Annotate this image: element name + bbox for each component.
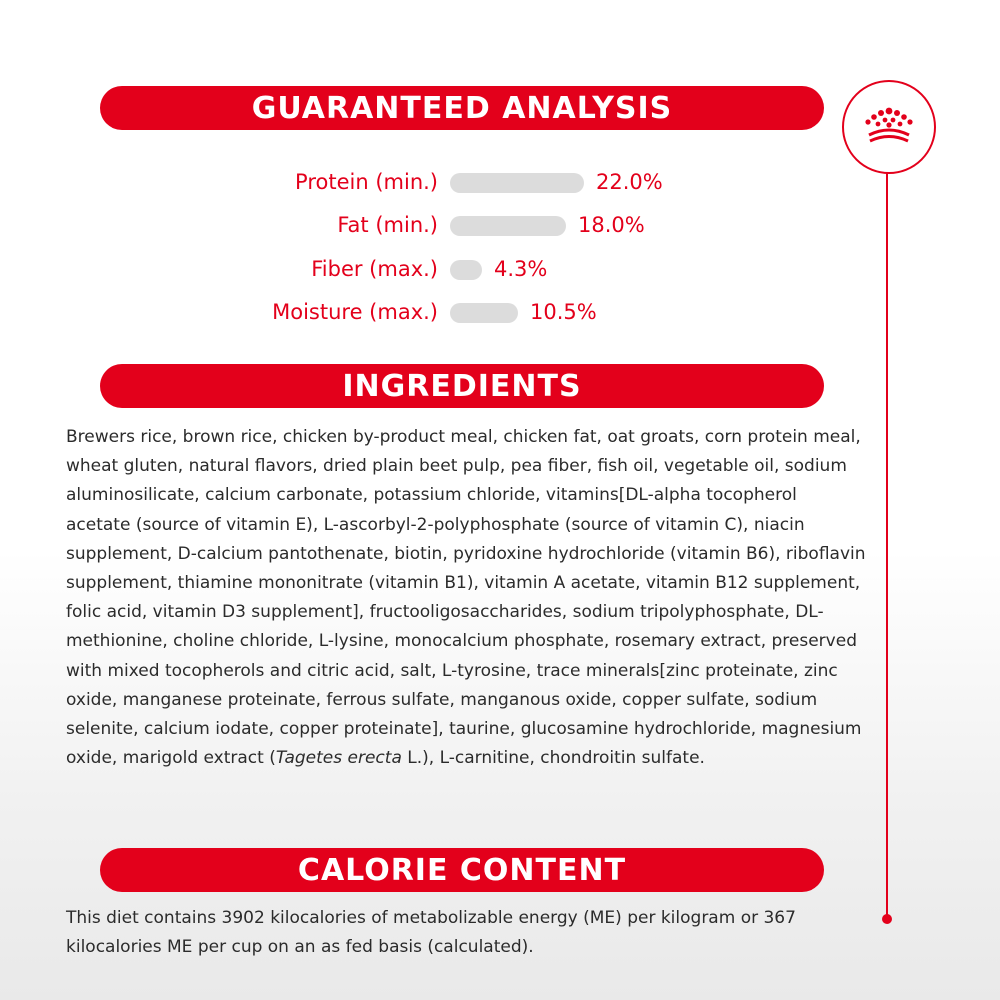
analysis-label: Protein (min.) (295, 170, 438, 194)
analysis-bar (450, 303, 518, 323)
ingredients-text-part: Brewers rice, brown rice, chicken by-product meal, chicken fat, oat groats, corn protein meal, wheat gluten, natural flavors, dried plain beet pulp, pea fiber, fish oil, vegetable oil, sodium aluminosilicate, calcium carbonate, potassium chloride, vitamins[DL-alpha tocopherol acetate (source of vitamin E), L-ascorbyl-2-polyphosphate (source of vitamin C), niacin supplement, D-calcium pantothenate, biotin, pyridoxine hydrochloride (vitamin B6), riboflavin supplement, thiamine mononitrate (vitamin B1), vitamin A acetate, vitamin B12 supplement, folic acid, vitamin D3 supplement], fructooligosaccharides, sodium tripolyphosphate, DL-methionine, choline chloride, L-lysine, monocalcium phosphate, rosemary extract, preserved with mixed tocopherols and citric acid, salt, L-tyrosine, trace minerals[zinc proteinate, zinc oxide, manganese proteinate, ferrous sulfate, manganous oxide, copper sulfate, sodium selenite, calcium iodate, copper proteinate], taurine, glucosamine hydrochloride, magnesium oxide, marigold extract ( (66, 427, 866, 769)
ingredients-italic-name: Tagetes erecta (275, 748, 402, 769)
analysis-value: 10.5% (530, 300, 597, 324)
calorie-content-paragraph: This diet contains 3902 kilocalories of metabolizable energy (ME) per kilogram or 367 kilocalories ME per cup on an as fed basis (calculated). (66, 908, 796, 958)
analysis-value: 4.3% (494, 257, 548, 281)
analysis-bar (450, 260, 482, 280)
analysis-bar (450, 173, 584, 193)
guaranteed-analysis-title: GUARANTEED ANALYSIS (251, 90, 673, 126)
calorie-content-header (100, 848, 824, 892)
analysis-label: Moisture (max.) (272, 300, 438, 324)
crown-icon (857, 105, 921, 149)
analysis-bar (450, 216, 566, 236)
ingredients-paragraph (66, 423, 866, 773)
decorative-dot (882, 914, 892, 924)
guaranteed-analysis-header (100, 86, 824, 130)
calorie-content-title: CALORIE CONTENT (297, 852, 627, 888)
analysis-value: 18.0% (578, 213, 645, 237)
ingredients-text-end: L.), L-carnitine, chondroitin sulfate. (401, 748, 705, 769)
ingredients-title: INGREDIENTS (342, 368, 582, 404)
ingredients-header (100, 364, 824, 408)
analysis-row-fat (0, 210, 1000, 240)
analysis-value: 22.0% (596, 170, 663, 194)
analysis-row-fiber (0, 254, 1000, 284)
analysis-row-moisture (0, 297, 1000, 327)
analysis-label: Fat (min.) (337, 213, 438, 237)
analysis-label: Fiber (max.) (311, 257, 438, 281)
analysis-row-protein (0, 167, 1000, 197)
brand-logo (842, 80, 936, 174)
